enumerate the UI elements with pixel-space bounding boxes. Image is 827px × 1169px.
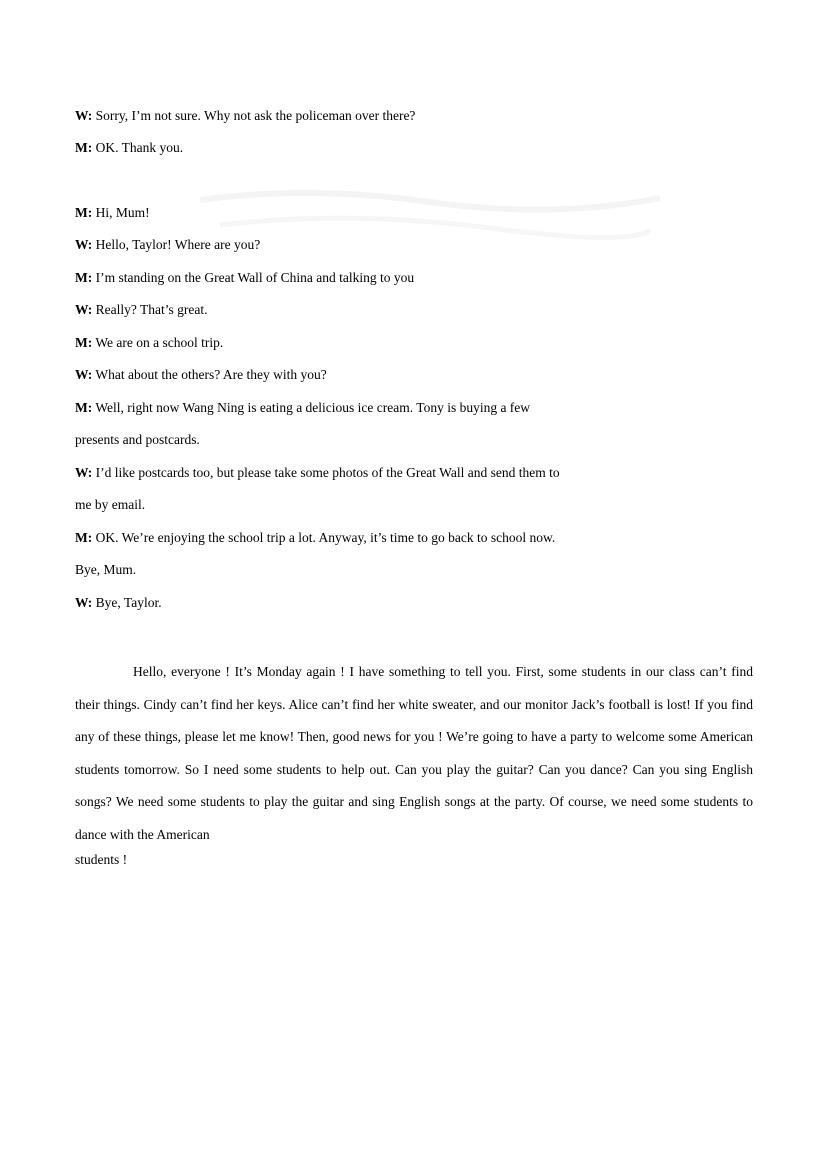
- dialogue1-line: [75, 139, 183, 157]
- dialogue2-line: [75, 204, 150, 222]
- speaker-label: M:: [75, 335, 93, 350]
- dialogue2-line: [75, 301, 207, 319]
- dialogue-text: I’m standing on the Great Wall of China and talking to you: [95, 270, 415, 285]
- dialogue2-line: [75, 594, 162, 612]
- dialogue-text: What about the others? Are they with you?: [95, 367, 327, 382]
- dialogue2-line: [75, 561, 136, 579]
- speaker-label: M:: [75, 205, 93, 220]
- speaker-label: W:: [75, 595, 93, 610]
- speaker-label: M:: [75, 140, 93, 155]
- speaker-label: M:: [75, 530, 93, 545]
- dialogue-text: OK. We’re enjoying the school trip a lot. Anyway, it’s time to go back to school now.: [95, 530, 556, 545]
- dialogue-text: presents and postcards.: [75, 432, 200, 447]
- announcement-paragraph-tail: students !: [75, 852, 128, 867]
- speaker-label: M:: [75, 400, 93, 415]
- dialogue-text: Well, right now Wang Ning is eating a delicious ice cream. Tony is buying a few: [95, 400, 531, 415]
- dialogue1-line: [75, 107, 415, 125]
- dialogue-text: Sorry, I’m not sure. Why not ask the policeman over there?: [95, 108, 416, 123]
- speaker-label: W:: [75, 367, 93, 382]
- dialogue2-line: [75, 269, 414, 287]
- speaker-label: M:: [75, 270, 93, 285]
- dialogue2-line: [75, 334, 223, 352]
- dialogue2-line: [75, 366, 327, 384]
- dialogue-text: Hello, Taylor! Where are you?: [95, 237, 261, 252]
- announcement-paragraph: Hello, everyone ! It’s Monday again ! I have something to tell you. First, some students in our class can’t find their things. Cindy can’t find her keys. Alice can’t find her white sweater, and our monitor Jack’s football is lost! If you find any of these things, please let me know! Then, good news for you ! We’re going to have a party to welcome some American students tomorrow. So I need some students to help out. Can you play the guitar? Can you dance? Can you sing English songs? We need some students to play the guitar and sing English songs at the party. Of course, we need some students to dance with the American: [75, 664, 753, 842]
- scan-smudge: [190, 180, 670, 250]
- dialogue-text: I’d like postcards too, but please take some photos of the Great Wall and send them to: [95, 465, 560, 480]
- dialogue-text: OK. Thank you.: [95, 140, 184, 155]
- speaker-label: W:: [75, 108, 93, 123]
- dialogue-text: Really? That’s great.: [95, 302, 208, 317]
- dialogue2-line: [75, 496, 145, 514]
- dialogue2-line: [75, 529, 555, 547]
- dialogue-text: Hi, Mum!: [95, 205, 150, 220]
- speaker-label: W:: [75, 237, 93, 252]
- dialogue2-line: [75, 399, 530, 417]
- dialogue2-line: [75, 464, 560, 482]
- speaker-label: W:: [75, 302, 93, 317]
- speaker-label: W:: [75, 465, 93, 480]
- dialogue2-line: [75, 236, 260, 254]
- dialogue-text: We are on a school trip.: [95, 335, 224, 350]
- dialogue2-line: [75, 431, 200, 449]
- dialogue-text: Bye, Mum.: [75, 562, 137, 577]
- dialogue-text: Bye, Taylor.: [95, 595, 162, 610]
- dialogue-text: me by email.: [75, 497, 146, 512]
